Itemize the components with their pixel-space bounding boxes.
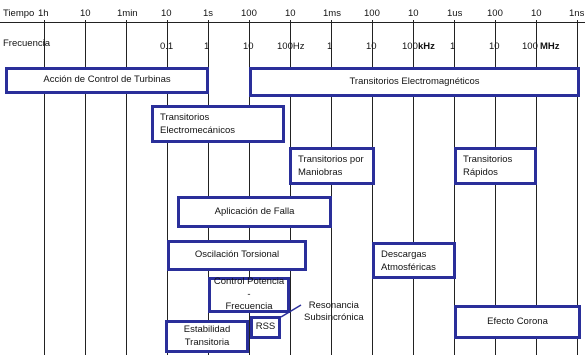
box-aplicacion-falla (177, 196, 332, 228)
freq-tick: 100 (522, 41, 538, 52)
time-tick: 1us (447, 8, 463, 19)
box-control-turbinas (5, 67, 209, 94)
time-tick: 100 (364, 8, 380, 19)
box-label-line: Rápidos (463, 166, 498, 178)
freq-tick: 1 (450, 41, 456, 52)
box-efecto-corona (454, 305, 581, 339)
time-tick: 10 (531, 8, 542, 19)
box-label-line: Estabilidad (183, 323, 231, 335)
time-tick: 10 (408, 8, 419, 19)
time-tick: 10 (161, 8, 172, 19)
box-label-line: Transitorios (160, 112, 210, 123)
time-axis-line (0, 22, 585, 23)
time-tick: 100 (487, 8, 503, 19)
box-transitorios-maniobras (289, 147, 375, 185)
box-label: Oscilación Torsional (194, 249, 280, 261)
box-transitorios-electromecanicos (151, 105, 285, 143)
freq-unit: kHz (418, 41, 435, 52)
box-label-line: Control Potencia - (213, 275, 285, 300)
time-tick: 1ms (323, 8, 341, 19)
box-transitorios-electromagneticos (249, 67, 580, 97)
time-tick: 10 (285, 8, 296, 19)
frequency-axis-label: Frecuencia (3, 38, 50, 49)
freq-unit: MHz (540, 41, 560, 52)
time-tick: 1ns (569, 8, 585, 19)
box-label-line: Transitorios por (298, 154, 364, 165)
box-rss (250, 316, 281, 339)
box-label: Acción de Control de Turbinas (43, 74, 171, 86)
label-line: Resonancia (308, 300, 359, 311)
time-tick: 1min (117, 8, 138, 19)
time-tick: 100 (241, 8, 257, 19)
time-axis-label: Tiempo (3, 8, 35, 19)
box-label: Aplicación de Falla (214, 205, 295, 217)
box-oscilacion-torsional (167, 240, 307, 271)
freq-tick: 10 (243, 41, 254, 52)
box-transitorios-rapidos (454, 147, 537, 185)
freq-tick: 10 (489, 41, 500, 52)
box-label-line: Atmosféricas (381, 261, 436, 273)
freq-tick: 100 (402, 41, 418, 52)
label-line: Subsincrónica (304, 312, 364, 324)
box-label-line: Maniobras (298, 166, 343, 178)
resonancia-subsincronica-label (304, 300, 364, 325)
box-label-line: Descargas (381, 249, 427, 260)
freq-tick: 10 (366, 41, 377, 52)
box-label-line: Transitoria (184, 336, 230, 348)
time-tick: 1s (203, 8, 214, 19)
box-label: Transitorios Electromagnéticos (349, 75, 480, 87)
freq-tick: 0.1 (160, 41, 174, 52)
freq-tick: 100Hz (277, 41, 305, 52)
box-label: RSS (255, 321, 276, 333)
box-control-potencia-frecuencia (208, 277, 290, 313)
box-descargas-atmosfericas (372, 242, 456, 279)
freq-tick: 1 (204, 41, 210, 52)
time-tick: 10 (80, 8, 91, 19)
box-label-line: Transitorios (463, 154, 513, 165)
box-label-line: Electromecánicos (160, 124, 235, 136)
freq-tick: 1 (327, 41, 333, 52)
box-label-line: Frecuencia (225, 301, 273, 313)
time-tick: 1h (38, 8, 49, 19)
box-label: Efecto Corona (487, 315, 548, 327)
box-estabilidad-transitoria (165, 320, 249, 353)
